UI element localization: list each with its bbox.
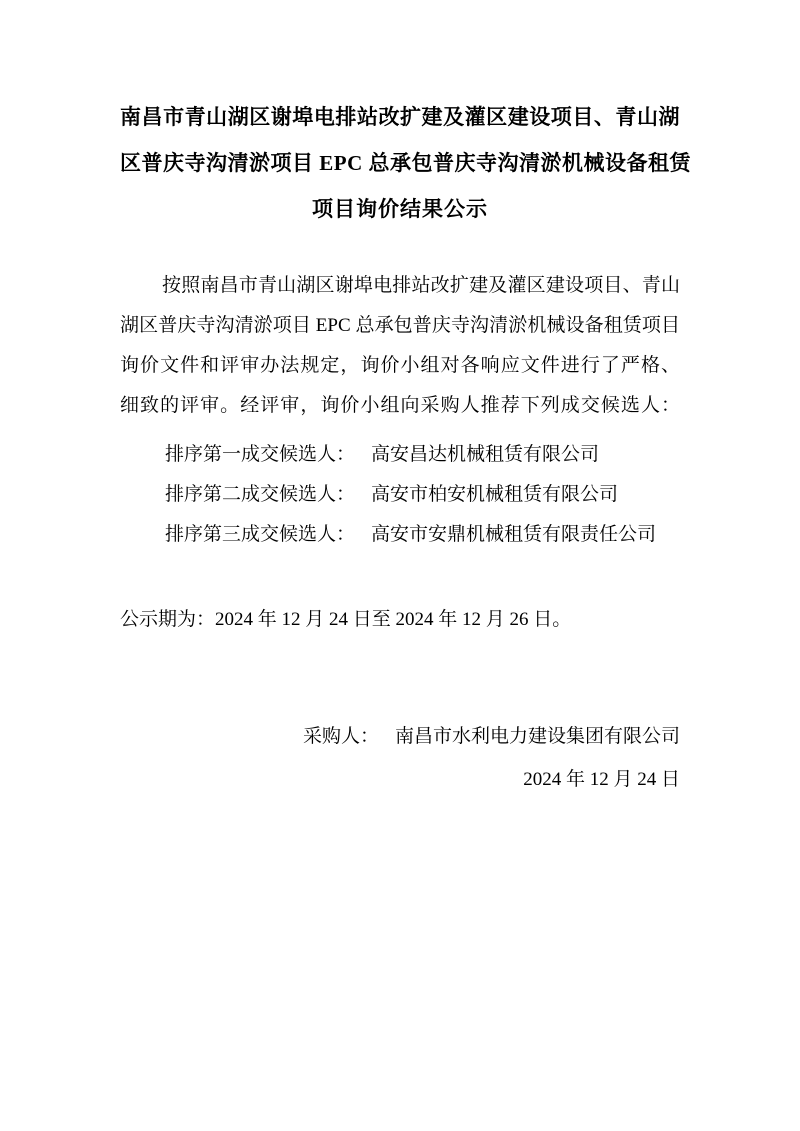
page-title <box>120 94 691 232</box>
paragraph-line-1: 按照南昌市青山湖区谢埠电排站改扩建及灌区建设项目、青山 <box>162 275 680 296</box>
candidate-rank-label: 排序第一成交候选人： <box>165 444 356 465</box>
candidate-list <box>120 435 680 555</box>
candidate-rank-label: 排序第三成交候选人： <box>165 524 356 545</box>
opening-paragraph <box>120 266 680 426</box>
title-line-2: 区普庆寺沟清淤项目 EPC 总承包普庆寺沟清淤机械设备租赁 <box>120 151 691 175</box>
publicity-period: 公示期为：2024 年 12 月 24 日至 2024 年 12 月 26 日。 <box>120 609 572 630</box>
paragraph-line-3: 询价文件和评审办法规定，询价小组对各响应文件进行了严格、 <box>120 355 680 376</box>
candidate-company-name: 高安市柏安机械租赁有限公司 <box>371 484 619 505</box>
candidate-row-3 <box>120 515 680 555</box>
title-line-1: 南昌市青山湖区谢埠电排站改扩建及灌区建设项目、青山湖 <box>120 105 680 129</box>
candidate-company-name: 高安市安鼎机械租赁有限责任公司 <box>371 524 657 545</box>
candidate-row-2 <box>120 475 680 515</box>
candidate-rank-label: 排序第二成交候选人： <box>165 484 356 505</box>
document-date: 2024 年 12 月 24 日 <box>523 769 680 790</box>
paragraph-line-2: 湖区普庆寺沟清淤项目 EPC 总承包普庆寺沟清淤机械设备租赁项目 <box>120 315 680 336</box>
title-line-3: 项目询价结果公示 <box>312 197 488 221</box>
purchaser-label: 采购人： <box>302 726 379 747</box>
candidate-company-name: 高安昌达机械租赁有限公司 <box>371 444 600 465</box>
purchaser-line <box>120 717 680 757</box>
purchaser-name: 南昌市水利电力建设集团有限公司 <box>394 726 680 747</box>
candidate-row-1 <box>120 435 680 475</box>
paragraph-line-4: 细致的评审。经评审，询价小组向采购人推荐下列成交候选人： <box>120 395 680 416</box>
